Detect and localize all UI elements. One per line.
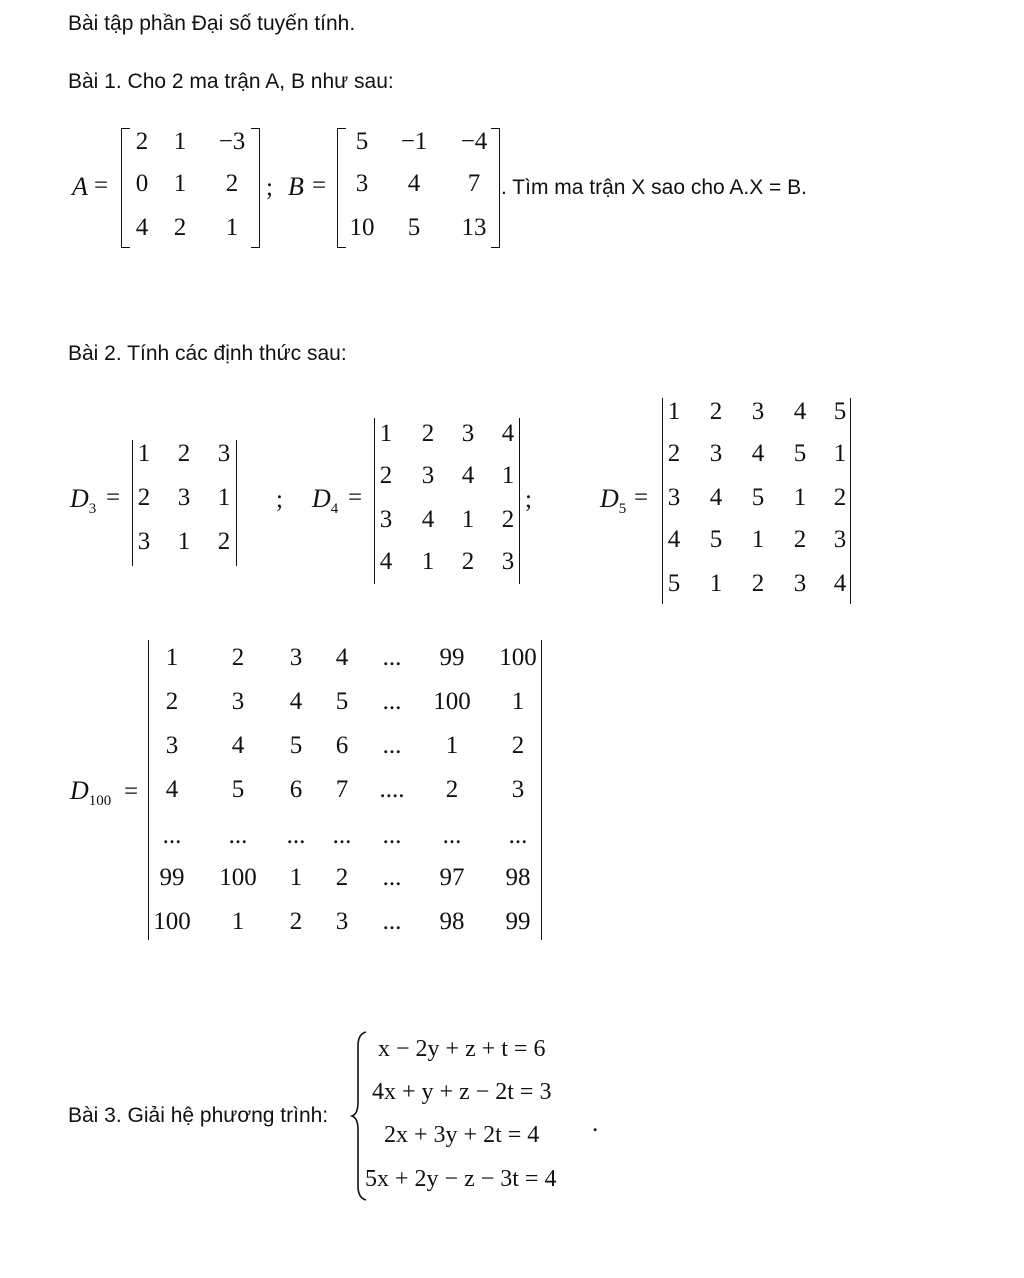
D5-cell: 5 [709,526,723,553]
D3-cell: 2 [137,484,151,511]
trailing-period: . [592,1110,599,1137]
matrix-B-cell: 10 [349,214,375,241]
D5-cell: 3 [667,484,681,511]
D5-cell: 5 [793,440,807,467]
D100-cell: 100 [499,644,537,671]
D100-cell: .... [379,776,405,803]
D100-cell: 5 [335,688,349,715]
D100-cell: 6 [289,776,303,803]
D100-cell: 1 [289,864,303,891]
matrix-A-cell: 2 [225,170,239,197]
D100-cell: 2 [335,864,349,891]
D100-cell: ... [162,822,182,849]
matrix-A-left-bracket [121,128,130,248]
equation-1: x − 2y + z + t = 6 [378,1036,546,1062]
matrix-A-cell: −3 [218,128,246,155]
D3-cell: 2 [177,440,191,467]
D100-cell: 99 [159,864,185,891]
D5-cell: 4 [793,398,807,425]
matrix-A-right-bracket [251,128,260,248]
D100-subscript: 100 [88,793,112,810]
D4-cell: 3 [501,548,515,575]
D3-cell: 1 [217,484,231,511]
D4-right-bar [519,418,520,584]
equals-sign: = [348,484,363,511]
D100-cell: 2 [445,776,459,803]
D5-cell: 2 [793,526,807,553]
matrix-B-cell: 5 [355,128,369,155]
D100-cell: 99 [505,908,531,935]
page-heading: Bài tập phần Đại số tuyến tính. [68,12,356,35]
D100-cell: 3 [289,644,303,671]
D100-cell: ... [228,822,248,849]
D4-cell: 3 [421,462,435,489]
D4-cell: 2 [501,506,515,533]
matrix-B-label: B [288,172,304,201]
D5-cell: 2 [667,440,681,467]
D100-cell: ... [382,732,402,759]
matrix-B-cell: 7 [467,170,481,197]
D100-cell: ... [332,822,352,849]
equation-2: 4x + y + z − 2t = 3 [372,1079,552,1105]
matrix-A-cell: 2 [135,128,149,155]
D5-right-bar [850,398,851,604]
D3-cell: 2 [217,528,231,555]
D100-cell: ... [286,822,306,849]
equals-sign: = [124,778,139,805]
D100-label: $D_{100}$ [70,776,112,810]
D4-cell: 3 [461,420,475,447]
D100-cell: 4 [289,688,303,715]
D5-cell: 1 [667,398,681,425]
D4-cell: 2 [461,548,475,575]
matrix-B-cell: 5 [407,214,421,241]
D4-cell: 1 [501,462,515,489]
D100-cell: 2 [511,732,525,759]
D4-cell: 2 [379,462,393,489]
matrix-A-cell: 1 [225,214,239,241]
D100-cell: 4 [165,776,179,803]
D100-cell: 4 [231,732,245,759]
matrix-B-cell: 13 [461,214,487,241]
D3-cell: 3 [137,528,151,555]
D4-cell: 1 [421,548,435,575]
D100-cell: 2 [289,908,303,935]
D4-subscript: 4 [330,501,339,518]
D3-label: $D_3$ [70,484,97,518]
D100-cell: 1 [511,688,525,715]
D100-cell: 98 [505,864,531,891]
D100-cell: 1 [165,644,179,671]
separator-semicolon: ; [525,486,532,513]
matrix-A-cell: 1 [173,170,187,197]
D100-cell: 3 [335,908,349,935]
D100-cell: ... [508,822,528,849]
D100-cell: ... [382,864,402,891]
D5-cell: 5 [751,484,765,511]
D3-right-bar [236,440,237,566]
matrix-B-cell: 3 [355,170,369,197]
D4-label: $D_4$ [312,484,339,518]
D100-cell: 5 [289,732,303,759]
D3-left-bar [132,440,133,566]
D5-cell: 2 [833,484,847,511]
D100-left-bar [148,640,149,940]
D4-cell: 1 [461,506,475,533]
D4-cell: 4 [379,548,393,575]
D5-cell: 5 [833,398,847,425]
D3-cell: 3 [217,440,231,467]
equation-3: 2x + 3y + 2t = 4 [384,1122,540,1148]
D100-cell: 4 [335,644,349,671]
D5-cell: 2 [751,570,765,597]
matrix-B-cell: 4 [407,170,421,197]
equals-sign: = [94,172,109,199]
matrix-B-right-bracket [491,128,500,248]
D100-cell: 100 [219,864,257,891]
D100-cell: 3 [511,776,525,803]
equals-sign: = [634,484,649,511]
D3-subscript: 3 [88,501,97,518]
D5-cell: 3 [793,570,807,597]
matrix-A-cell: 4 [135,214,149,241]
D100-cell: ... [382,688,402,715]
D5-cell: 5 [667,570,681,597]
bai2-title: Bài 2. Tính các định thức sau: [68,342,347,365]
matrix-A-cell: 2 [173,214,187,241]
D5-cell: 3 [751,398,765,425]
matrix-A-cell: 1 [173,128,187,155]
D5-cell: 1 [709,570,723,597]
D100-cell: 98 [439,908,465,935]
D4-cell: 1 [379,420,393,447]
bai3-title: Bài 3. Giải hệ phương trình: [68,1104,329,1127]
D3-cell: 1 [137,440,151,467]
D5-cell: 3 [709,440,723,467]
matrix-B-cell: −1 [400,128,428,155]
D4-cell: 3 [379,506,393,533]
matrix-B-left-bracket [337,128,346,248]
D100-cell: ... [442,822,462,849]
D100-cell: 100 [153,908,191,935]
D100-cell: ... [382,644,402,671]
matrix-B-cell: −4 [460,128,488,155]
D4-cell: 4 [421,506,435,533]
D5-cell: 4 [667,526,681,553]
D100-cell: 99 [439,644,465,671]
D5-cell: 4 [751,440,765,467]
D100-right-bar [541,640,542,940]
D100-cell: 2 [165,688,179,715]
D100-cell: 100 [433,688,471,715]
D100-cell: ... [382,822,402,849]
D5-cell: 4 [833,570,847,597]
D4-cell: 2 [421,420,435,447]
D100-cell: 1 [231,908,245,935]
equation-4: 5x + 2y − z − 3t = 4 [365,1166,557,1192]
D100-cell: 1 [445,732,459,759]
D5-cell: 4 [709,484,723,511]
D5-subscript: 5 [618,501,627,518]
D3-cell: 1 [177,528,191,555]
D100-cell: 2 [231,644,245,671]
D4-left-bar [374,418,375,584]
D4-cell: 4 [501,420,515,447]
D5-cell: 3 [833,526,847,553]
matrix-A-label: A [72,172,88,201]
D100-cell: 97 [439,864,465,891]
D100-cell: ... [382,908,402,935]
D5-cell: 1 [833,440,847,467]
separator-semicolon: ; [276,486,283,513]
D100-cell: 7 [335,776,349,803]
D100-cell: 3 [165,732,179,759]
matrix-A-cell: 0 [135,170,149,197]
D5-cell: 1 [751,526,765,553]
D4-cell: 4 [461,462,475,489]
equals-sign: = [312,172,327,199]
D5-label: $D_5$ [600,484,627,518]
D5-cell: 2 [709,398,723,425]
bai1-title: Bài 1. Cho 2 ma trận A, B như sau: [68,70,394,93]
D100-cell: 6 [335,732,349,759]
D100-cell: 3 [231,688,245,715]
equals-sign: = [106,484,121,511]
D5-left-bar [662,398,663,604]
D100-cell: 5 [231,776,245,803]
D5-cell: 1 [793,484,807,511]
separator-semicolon: ; [266,174,273,201]
bai1-task: . Tìm ma trận X sao cho A.X = B. [501,176,807,199]
D3-cell: 3 [177,484,191,511]
